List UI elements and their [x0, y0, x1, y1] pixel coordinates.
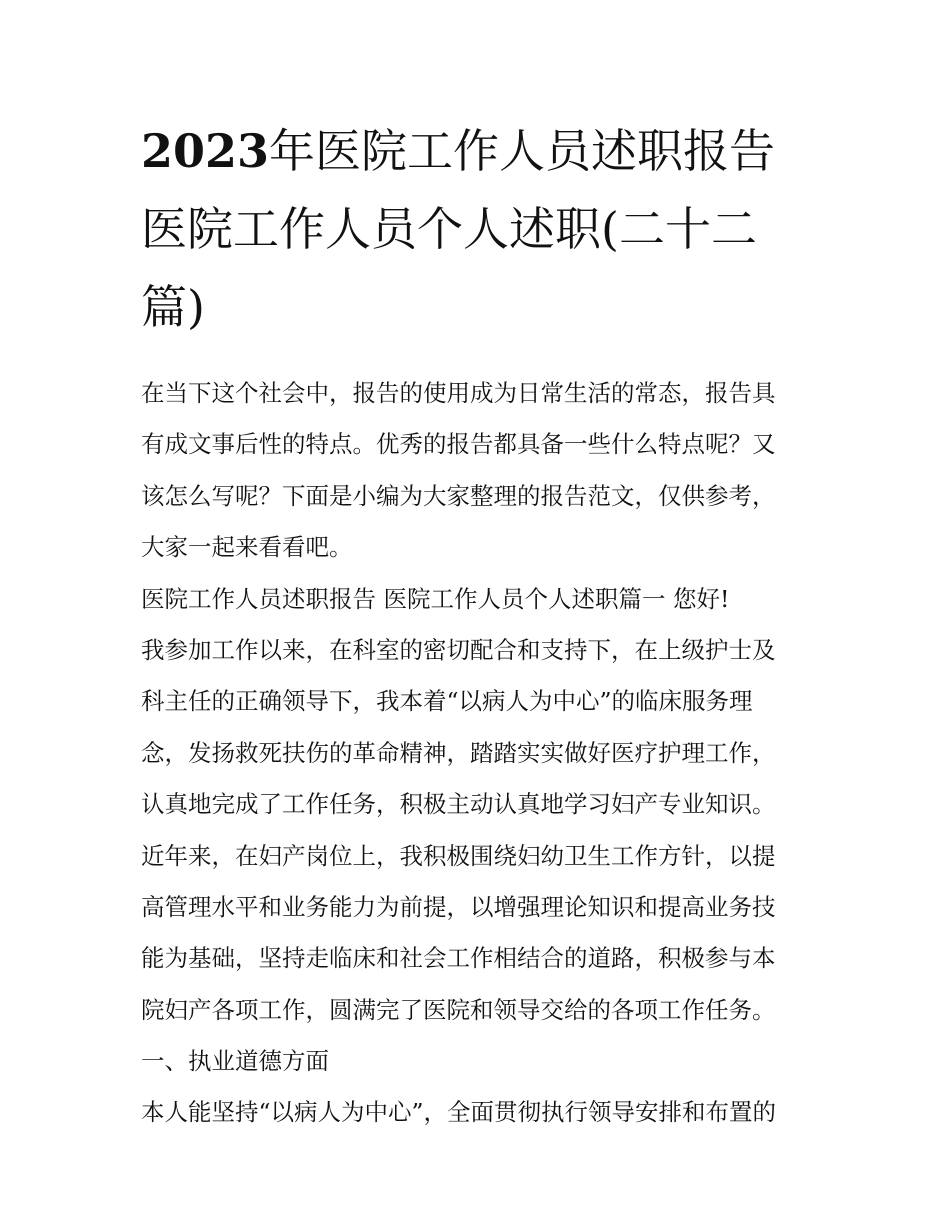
body-line: 近年来，在妇产岗位上，我积极围绕妇幼卫生工作方针，以提 [141, 841, 776, 870]
body-line: 念，发扬救死扶伤的革命精神，踏踏实实做好医疗护理工作， [141, 738, 776, 767]
body-line: 高管理水平和业务能力为前提，以增强理论知识和提高业务技 [141, 892, 776, 921]
body-line: 我参加工作以来，在科室的密切配合和支持下，在上级护士及 [141, 635, 776, 664]
body-line: 院妇产各项工作，圆满完了医院和领导交给的各项工作任务。 [141, 995, 776, 1024]
body-line: 能为基础，坚持走临床和社会工作相结合的道路，积极参与本 [141, 944, 776, 973]
title-line-1: 年医院工作人员述职报告 [269, 124, 776, 178]
section-heading: 医院工作人员述职报告 医院工作人员个人述职篇一 您好! [141, 584, 730, 613]
body-line: 认真地完成了工作任务，积极主动认真地学习妇产专业知识。 [141, 790, 776, 819]
title-line-3: 篇) [141, 280, 205, 334]
body-line: 在当下这个社会中，报告的使用成为日常生活的常态，报告具 [141, 379, 776, 407]
title-line-2: 医院工作人员个人述职(二十二 [141, 202, 757, 256]
title-year: 2023 [141, 124, 270, 178]
body-line: 大家一起来看看吧。 [141, 533, 353, 562]
body-line: 有成文事后性的特点。优秀的报告都具备一些什么特点呢？又 [141, 430, 776, 459]
document-body [141, 368, 812, 1139]
section-heading: 一、执业道德方面 [141, 1047, 329, 1076]
document-title [141, 112, 812, 346]
body-line: 该怎么写呢？下面是小编为大家整理的报告范文，仅供参考， [141, 481, 776, 510]
body-line: 本人能坚持“以病人为中心”，全面贯彻执行领导安排和布置的 [141, 1098, 777, 1127]
body-line: 科主任的正确领导下，我本着“以病人为中心”的临床服务理 [141, 687, 753, 716]
